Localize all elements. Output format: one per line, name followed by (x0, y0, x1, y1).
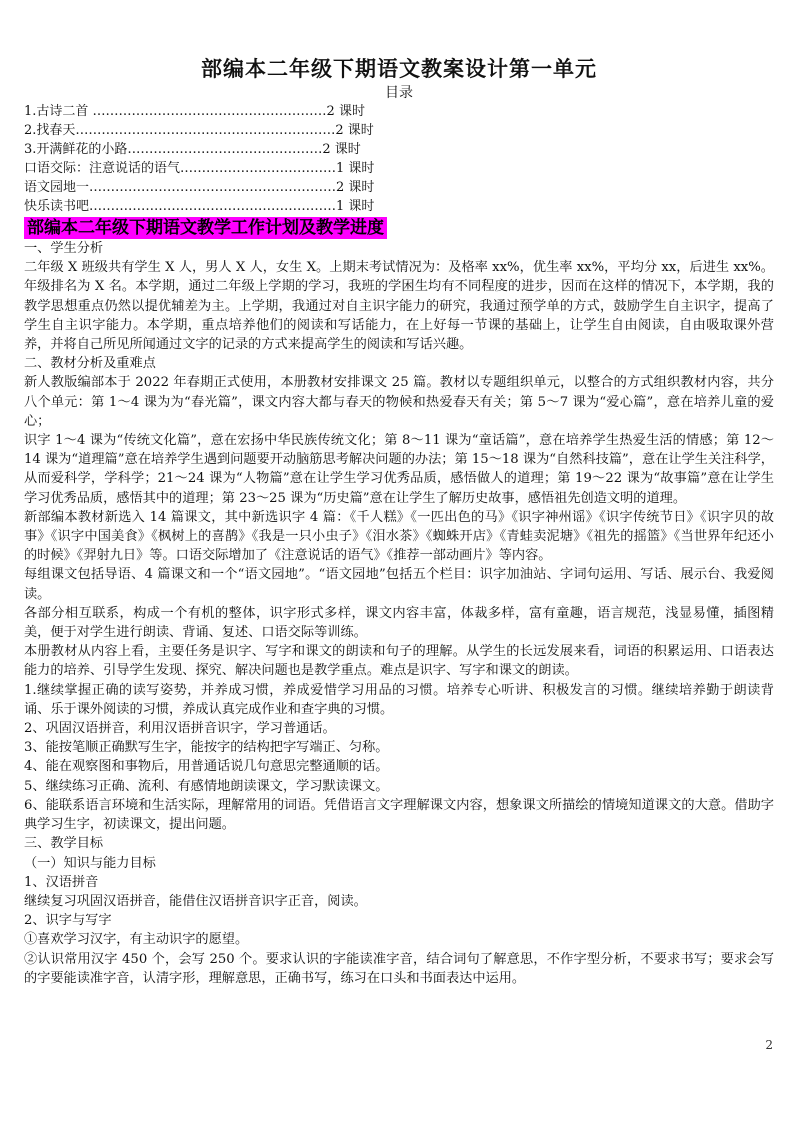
paragraph: ②认识常用汉字 450 个，会写 250 个。要求认识的字能读准字音，结合词句了解意思，不作字型分析，不要求书写；要求会写的字要能读准字音，认清字形，理解意思，正确书写，练习在口头和书面表达中运用。 (24, 951, 774, 986)
paragraph: 二年级 X 班级共有学生 X 人，男人 X 人，女生 X。上期末考试情况为：及格率 xx%，优生率 xx%，平均分 xx，后进生 xx%。年级排名为 X 名。本学期，通过二年级上学期的学习，我班的学困生均有不同程度的进步，因而在这样的情况下，本学期，我的教学思想重点仍然以提优辅差为主。上学期，我通过对自主识字能力的研究，我通过预学单的方式，鼓励学生自主识字，提高了学生自主识字能力。本学期，重点培养他们的阅读和写话能力，在上好每一节课的基础上，让学生自由阅读，自由吸取课外营养，并将自己所见所闻通过文字的记录的方式来提高学生的阅读和写话兴趣。 (24, 260, 774, 353)
paragraph: 5、继续练习正确、流利、有感情地朗读课文，学习默读课文。 (24, 778, 389, 794)
paragraph: 新部编本教材新选入 14 篇课文，其中新选识字 4 篇：《千人糕》《一匹出色的马》《识字神州谣》《识字传统节日》《识字贝的故事》《识字中国美食》《枫树上的喜鹊》《我是一只小虫子》《泪水茶》《蜘蛛开店》《青蛙卖泥塘》《祖先的摇篮》《当世界年纪还小的时候》《羿射九日》等。口语交际增加了《注意说话的语气》《推荐一部动画片》等内容。 (24, 509, 774, 564)
table-of-contents (24, 102, 774, 216)
paragraph: ①喜欢学习汉字，有主动识字的愿望。 (24, 932, 249, 948)
paragraph: 4、能在观察图和事物后，用普通话说几句意思完整通顺的话。 (24, 759, 389, 775)
paragraph: 2、巩固汉语拼音，利用汉语拼音识字，学习普通话。 (24, 721, 336, 737)
toc-item[interactable]: 2.找春天……………………………………………………2 课时 (24, 123, 374, 138)
subsection-heading: 2、识字与写字 (24, 913, 112, 929)
paragraph: 继续复习巩固汉语拼音，能借住汉语拼音识字正音，阅读。 (24, 893, 367, 909)
toc-heading: 目录 (385, 85, 413, 101)
paragraph: 各部分相互联系，构成一个有机的整体，识字形式多样，课文内容丰富，体裁多样，富有童趣，语言规范，浅显易懂，插图精美，便于对学生进行朗读、背诵、复述、口语交际等训练。 (24, 605, 774, 641)
section-heading: 一、学生分析 (24, 241, 104, 256)
paragraph: 1.继续掌握正确的读写姿势，并养成习惯，养成爱惜学习用品的习惯。培养专心听讲、积极发言的习惯。继续培养勤于朗读背诵、乐于课外阅读的习惯，养成认真完成作业和查字典的习惯。 (24, 682, 774, 717)
paragraph: 新人教版编部本于 2022 年春期正式使用，本册教材安排课文 25 篇。教材以专题组织单元，以整合的方式组织教材内容，共分八个单元：第 1～4 课为为“春光篇”，课文内容大都与春天的物候和热爱春天有关；第 5～7 课为“爱心篇”，意在培养儿童的爱心； (24, 375, 774, 429)
paragraph: 本册教材从内容上看，主要任务是识字、写字和课文的朗读和句子的理解。从学生的长远发展来看，词语的积累运用、口语表达能力的培养、引导学生发现、探究、解决问题也是教学重点。难点是识字、写字和课文的朗读。 (24, 644, 774, 679)
subsection-heading: 1、汉语拼音 (24, 874, 99, 890)
toc-item[interactable]: 快乐读书吧…………………………………………………1 课时 (24, 199, 375, 214)
toc-item[interactable]: 语文园地一…………………………………………………2 课时 (24, 180, 375, 195)
toc-item[interactable]: 1.古诗二首 ………………………………………………2 课时 (24, 104, 365, 119)
paragraph: 6、能联系语言环境和生活实际，理解常用的词语。凭借语言文字理解课文内容，想象课文所描绘的情境知道课文的大意。借助字典学习生字，初读课文，提出问题。 (24, 797, 774, 833)
toc-item[interactable]: 3.开满鲜花的小路………………………………………2 课时 (24, 142, 361, 157)
page-number: 2 (765, 1038, 773, 1052)
highlighted-heading: 部编本二年级下期语文教学工作计划及教学进度 (24, 217, 387, 239)
paragraph: 识字 1～4 课为“传统文化篇”，意在宏扬中华民族传统文化；第 8～11 课为“童话篇”，意在培养学生热爱生活的情感；第 12～14 课为“道理篇”意在培养学生遇到问题要开动脑筋思考解决问题的办法；第 15～18 课为“自然科技篇”，意在让学生关注科学，从而爱科学，学科学；21～24 课为“人物篇”意在让学生学习优秀品质，感悟做人的道理；第 19～22 课为“故事篇”意在让学生学习优秀品质，感悟其中的道理；第 23～25 课为“历史篇”意在让学生了解历史故事，感悟祖先创造文明的道理。 (24, 433, 774, 506)
document-title: 部编本二年级下期语文教案设计第一单元 (201, 56, 597, 81)
toc-item[interactable]: 口语交际：注意说话的语气………………………………1 课时 (24, 161, 375, 176)
section-heading: 二、教材分析及重难点 (24, 356, 156, 372)
paragraph: 3、能按笔顺正确默写生字，能按字的结构把字写端正、匀称。 (24, 740, 389, 756)
subsection-heading: （一）知识与能力目标 (24, 855, 156, 871)
section-heading: 三、教学目标 (24, 836, 104, 852)
paragraph: 每组课文包括导语、4 篇课文和一个“语文园地”。“语文园地”包括五个栏目：识字加油站、字词句运用、写话、展示台、我爱阅读。 (24, 567, 774, 602)
document-page (24, 54, 774, 988)
